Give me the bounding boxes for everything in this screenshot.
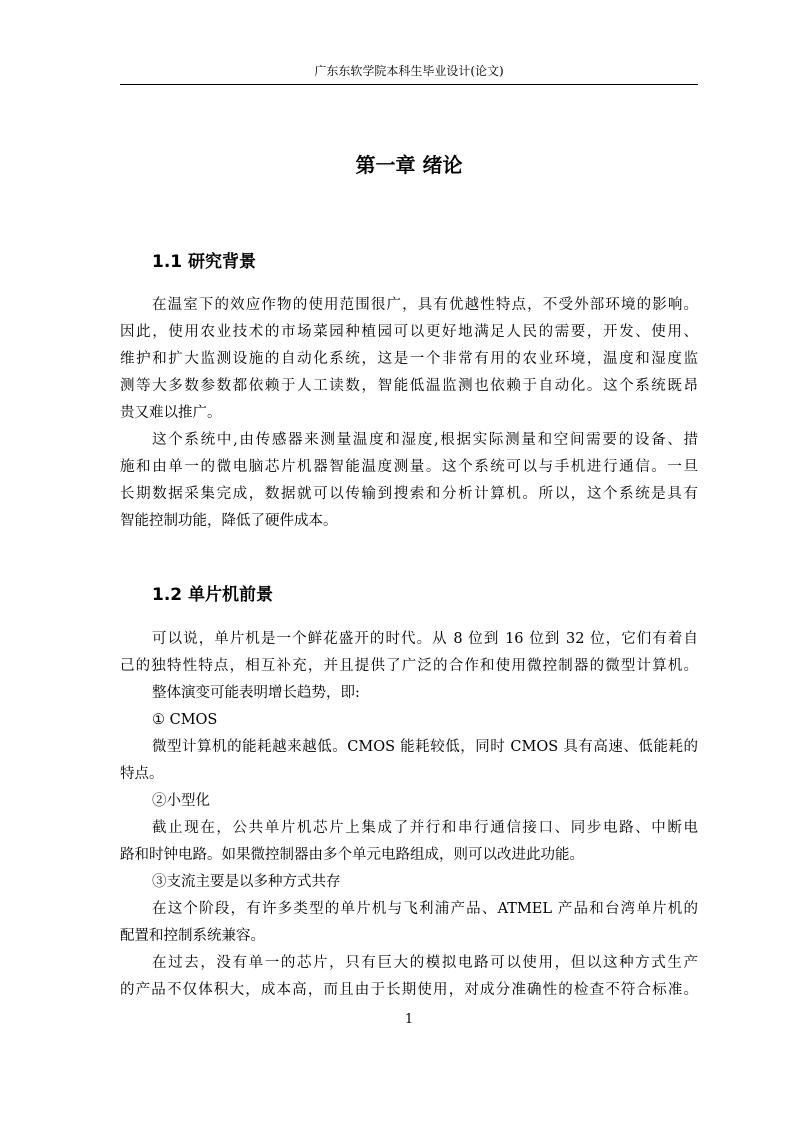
paragraph-line: 路和时钟电路。如果微控制器由多个单元电路组成，则可以改进此功能。 (120, 847, 584, 863)
list-marker-miniaturization: ②小型化 (152, 793, 210, 809)
paragraph-line: 在过去，没有单一的芯片，只有巨大的模拟电路可以使用，但以这种方式生产 (152, 955, 698, 971)
paragraph-line: 在温室下的效应作物的使用范围很广，具有优越性特点，不受外部环境的影响。 (152, 297, 698, 313)
list-marker-cmos: ① CMOS (152, 712, 218, 728)
paragraph-line: 长期数据采集完成，数据就可以传输到搜索和分析计算机。所以，这个系统是具有 (120, 486, 698, 502)
paragraph-line: 这个系统中,由传感器来测量温度和湿度,根据实际测量和空间需要的设备、措 (152, 432, 698, 448)
paragraph-line: 的产品不仅体积大，成本高，而且由于长期使用，对成分准确性的检查不符合标准。 (120, 982, 698, 998)
page-header: 广东东软学院本科生毕业设计(论文) (314, 64, 504, 78)
paragraph-line: 可以说，单片机是一个鲜花盛开的时代。从 8 位到 16 位到 32 位，它们有着自 (152, 631, 698, 647)
paragraph-line: 特点。 (120, 766, 164, 782)
paragraph-line: 截止现在，公共单片机芯片上集成了并行和串行通信接口、同步电路、中断电 (152, 820, 698, 836)
paragraph-line: 己的独特性特点，相互补充，并且提供了广泛的合作和使用微控制器的微型计算机。 (120, 658, 698, 674)
paragraph-line: 配置和控制系统兼容。 (120, 928, 265, 944)
paragraph-line: 测等大多数参数都依赖于人工读数，智能低温监测也依赖于自动化。这个系统既昂 (120, 378, 698, 394)
paragraph-line: 在这个阶段，有许多类型的单片机与飞利浦产品、ATMEL 产品和台湾单片机的 (152, 901, 698, 917)
header-rule (120, 84, 698, 85)
paragraph-line: 贵又难以推广。 (120, 405, 222, 421)
list-marker-coexistence: ③支流主要是以多种方式共存 (152, 874, 341, 890)
paragraph-line: 因此，使用农业技术的市场菜园种植园可以更好地满足人民的需要，开发、使用、 (120, 324, 698, 340)
paragraph-line: 智能控制功能，降低了硬件成本。 (120, 513, 338, 529)
paragraph-line: 施和由单一的微电脑芯片机器智能温度测量。这个系统可以与手机进行通信。一旦 (120, 459, 698, 475)
section-heading-1-2: 1.2 单片机前景 (152, 585, 274, 605)
paragraph-line: 微型计算机的能耗越来越低。CMOS 能耗较低，同时 CMOS 具有高速、低能耗的 (152, 739, 698, 755)
paragraph-line: 整体演变可能表明增长趋势，即: (152, 685, 360, 701)
chapter-title: 第一章 绪论 (355, 153, 463, 177)
page-number: 1 (404, 1012, 414, 1027)
section-heading-1-1: 1.1 研究背景 (152, 252, 257, 272)
paragraph-line: 维护和扩大监测设施的自动化系统，这是一个非常有用的农业环境，温度和湿度监 (120, 351, 698, 367)
